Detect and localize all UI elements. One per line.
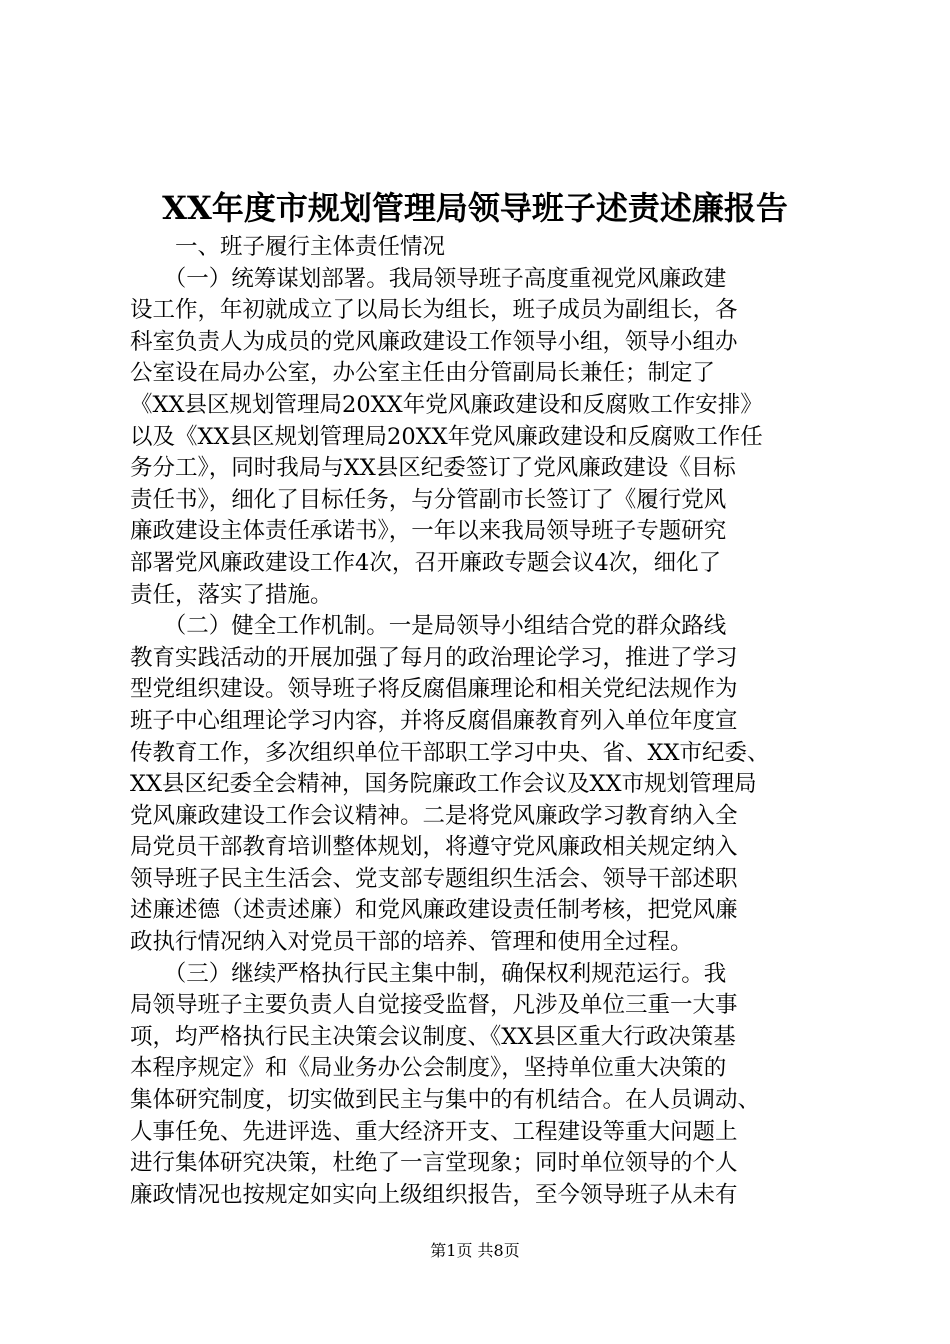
body-line: 廉政情况也按规定如实向上级组织报告，至今领导班子从未有 — [130, 1181, 738, 1208]
body-line: 一、班子履行主体责任情况 — [130, 234, 446, 260]
body-line: 设工作，年初就成立了以局长为组长，班子成员为副组长，各 — [130, 297, 738, 324]
body-line: 集体研究制度，切实做到民主与集中的有机结合。在人员调动、 — [130, 1087, 761, 1114]
body-line: 政执行情况纳入对党员干部的培养、管理和使用全过程。 — [130, 929, 693, 956]
body-line: 述廉述德（述责述廉）和党风廉政建设责任制考核，把党风廉 — [130, 897, 738, 924]
page-footer: 第1页 共8页 — [430, 1241, 520, 1260]
body-line: 部署党风廉政建设工作4次，召开廉政专题会议4次，细化了 — [130, 549, 722, 576]
body-line: 局领导班子主要负责人自觉接受监督，凡涉及单位三重一大事 — [130, 992, 738, 1019]
body-line: 公室设在局办公室，办公室主任由分管副局长兼任；制定了 — [130, 360, 716, 387]
body-line: 局党员干部教育培训整体规划，将遵守党风廉政相关规定纳入 — [130, 834, 738, 861]
document-body — [130, 232, 830, 1211]
body-line: 以及《XX县区规划管理局20XX年党风廉政建设和反腐败工作任 — [130, 423, 763, 450]
body-line: 责任书》，细化了目标任务，与分管副市长签订了《履行党风 — [130, 486, 727, 513]
body-line: （一）统筹谋划部署。我局领导班子高度重视党风廉政建 — [130, 265, 727, 292]
body-line: 党风廉政建设工作会议精神。二是将党风廉政学习教育纳入全 — [130, 802, 738, 829]
body-line: 传教育工作，多次组织单位干部职工学习中央、省、XX市纪委、 — [130, 739, 770, 766]
body-line: XX县区纪委全会精神，国务院廉政工作会议及XX市规划管理局 — [130, 771, 757, 798]
body-line: 责任，落实了措施。 — [130, 581, 333, 608]
body-line: 领导班子民主生活会、党支部专题组织生活会、领导干部述职 — [130, 865, 738, 892]
body-line: 班子中心组理论学习内容，并将反腐倡廉教育列入单位年度宣 — [130, 707, 738, 734]
body-line: 项，均严格执行民主决策会议制度、《XX县区重大行政决策基 — [130, 1023, 736, 1050]
body-line: 科室负责人为成员的党风廉政建设工作领导小组，领导小组办 — [130, 328, 738, 355]
document-title: XX年度市规划管理局领导班子述责述廉报告 — [162, 189, 788, 227]
body-line: 教育实践活动的开展加强了每月的政治理论学习，推进了学习 — [130, 644, 738, 671]
body-line: （二）健全工作机制。一是局领导小组结合党的群众路线 — [130, 613, 727, 640]
body-line: 务分工》，同时我局与XX县区纪委签订了党风廉政建设《目标 — [130, 455, 736, 482]
body-line: 《XX县区规划管理局20XX年党风廉政建设和反腐败工作安排》 — [130, 391, 763, 418]
body-line: 人事任免、先进评选、重大经济开支、工程建设等重大问题上 — [130, 1118, 738, 1145]
body-line: （三）继续严格执行民主集中制，确保权利规范运行。我 — [130, 960, 727, 987]
body-line: 进行集体研究决策，杜绝了一言堂现象；同时单位领导的个人 — [130, 1150, 738, 1177]
body-line: 廉政建设主体责任承诺书》，一年以来我局领导班子专题研究 — [130, 518, 727, 545]
body-line: 本程序规定》和《局业务办公会制度》，坚持单位重大决策的 — [130, 1055, 727, 1082]
body-line: 型党组织建设。领导班子将反腐倡廉理论和相关党纪法规作为 — [130, 676, 738, 703]
